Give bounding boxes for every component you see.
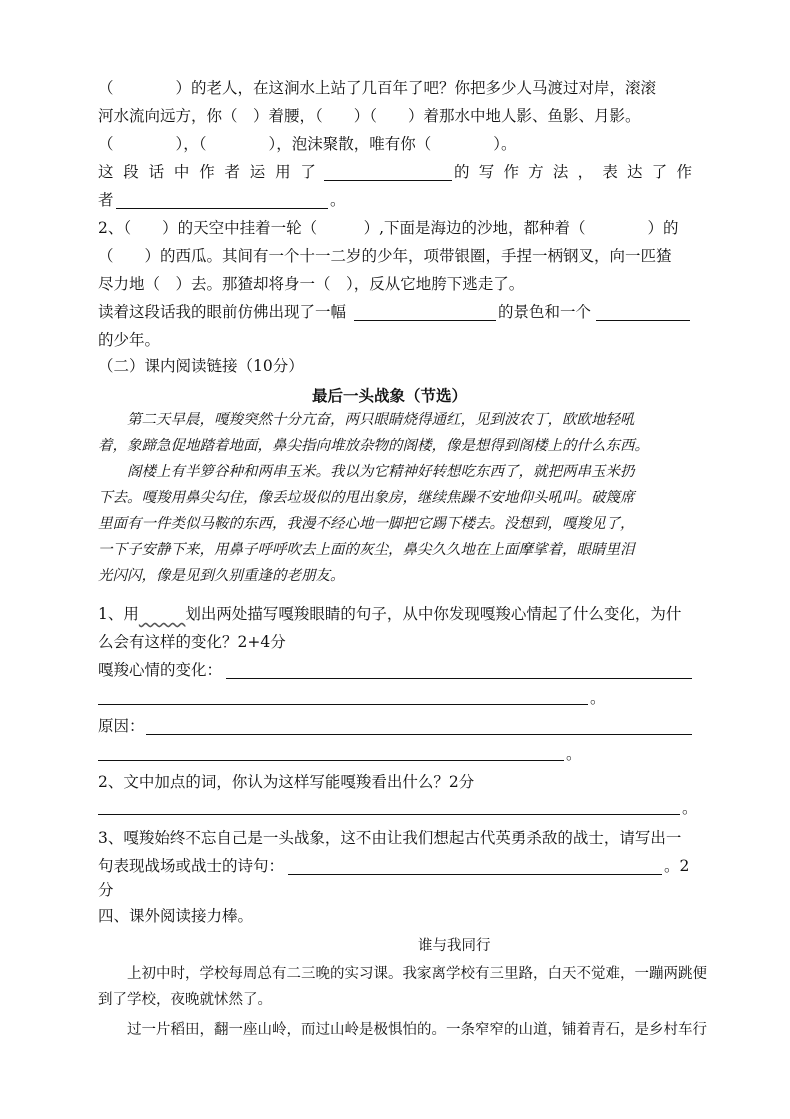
answer-blank[interactable]	[324, 180, 452, 181]
q1-mood-label: 嘎羧心情的变化：	[98, 661, 223, 679]
line4-prefix: 这 段 话 中 作 者 运 用 了	[98, 163, 316, 181]
fill-line-5: 者	[98, 191, 114, 209]
answer-blank[interactable]	[596, 320, 690, 321]
reading-line: 到了学校，夜晚就怵然了。	[98, 992, 272, 1008]
q3-line-2: 句表现战场或战士的诗句：	[98, 857, 285, 875]
period: 。	[590, 689, 606, 707]
q2-line-3: 尽力地（ ）去。那猹却将身一（ ），反从它地胯下逃走了。	[98, 275, 525, 293]
reading-line: 过一片稻田，翻一座山岭，而过山岭是极惧怕的。一条窄窄的山道，铺着青石，是乡村车行	[98, 1022, 707, 1038]
passage-line: 下去。嘎羧用鼻尖勾住，像丢垃圾似的甩出象房，继续焦躁不安地仰头吼叫。破篾席	[98, 490, 635, 506]
answer-blank[interactable]	[146, 734, 692, 735]
fill-line-3: （ ），（ ），泡沫聚散，唯有你（ ）。	[98, 135, 517, 153]
wavy-underline-mark	[139, 605, 186, 623]
q2-line-4a: 读着这段话我的眼前仿佛出现了一幅	[98, 303, 347, 321]
answer-blank[interactable]	[98, 760, 564, 761]
q2-line-5: 的少年。	[98, 331, 161, 349]
passage-line: 阁楼上有半箩谷种和两串玉米。我以为它精神好转想吃东西了，就把两串玉米扔	[98, 464, 635, 480]
line4-suffix: 的 写 作 方 法 ， 表 达 了 作	[454, 163, 692, 181]
section2-title: 最后一头战象（节选）	[312, 386, 468, 405]
answer-blank[interactable]	[354, 320, 496, 321]
period: 。	[682, 799, 698, 817]
q2-line-2: （ ）的西瓜。其间有一个十一二岁的少年，项带银圈，手捏一柄钢叉，向一匹猹	[98, 247, 672, 265]
period: 。	[566, 745, 582, 763]
passage-line: 第二天早晨，嘎羧突然十分亢奋，两只眼睛烧得通红，见到波农丁，欧欧地轻吼	[98, 412, 635, 428]
q1-line-1: 1、用 划出两处描写嘎羧眼睛的句子，从中你发现嘎羧心情起了什么变化，为什	[98, 605, 682, 623]
fill-line-1: （ ）的老人，在这涧水上站了几百年了吧？你把多少人马渡过对岸，滚滚	[98, 79, 657, 97]
fill-line-5-end: 。	[330, 191, 346, 209]
section2-heading: （二）课内阅读链接（10分）	[98, 357, 304, 375]
q3-line-3: 分	[98, 881, 114, 899]
reading-line: 上初中时，学校每周总有二三晚的实习课。我家离学校有三里路，白天不觉难，一蹦两跳便	[98, 966, 707, 982]
passage-line: 里面有一件类似马鞍的东西，我漫不经心地一脚把它踢下楼去。没想到，嘎羧见了，	[98, 516, 635, 532]
answer-blank[interactable]	[116, 208, 328, 209]
fill-line-2: 河水流向远方，你（ ）着腰，（ ）（ ）着那水中地人影、鱼影、月影。	[98, 107, 641, 125]
q3-line-1: 3、嘎羧始终不忘自己是一头战象，这不由让我们想起古代英勇杀敌的战士，请写出一	[98, 829, 682, 847]
answer-blank[interactable]	[98, 704, 588, 705]
passage-line: 着，象蹄急促地踏着地面，鼻尖指向堆放杂物的阁楼，像是想得到阁楼上的什么东西。	[98, 438, 649, 454]
q1-reason-label: 原因：	[98, 717, 145, 735]
answer-blank[interactable]	[226, 678, 692, 679]
q2-line-1: 2、（ ）的天空中挂着一轮（ ）,下面是海边的沙地，都种着（ ）的	[98, 219, 679, 237]
passage-line: 一下子安静下来，用鼻子呼呼吹去上面的灰尘，鼻尖久久地在上面摩挲着，眼睛里泪	[98, 542, 635, 558]
section4-heading: 四、课外阅读接力棒。	[98, 907, 254, 925]
q3-line-2-end: 。2	[664, 857, 690, 875]
q2-text: 2、文中加点的词，你认为这样写能嘎羧看出什么？2分	[98, 773, 475, 791]
section4-title: 谁与我同行	[418, 938, 491, 954]
answer-blank[interactable]	[98, 814, 680, 815]
answer-blank[interactable]	[288, 874, 662, 875]
q2-line-4b: 的景色和一个	[498, 303, 592, 321]
passage-line: 光闪闪，像是见到久别重逢的老朋友。	[98, 568, 345, 584]
q1-line-2: 么会有这样的变化？2+4分	[98, 633, 286, 651]
